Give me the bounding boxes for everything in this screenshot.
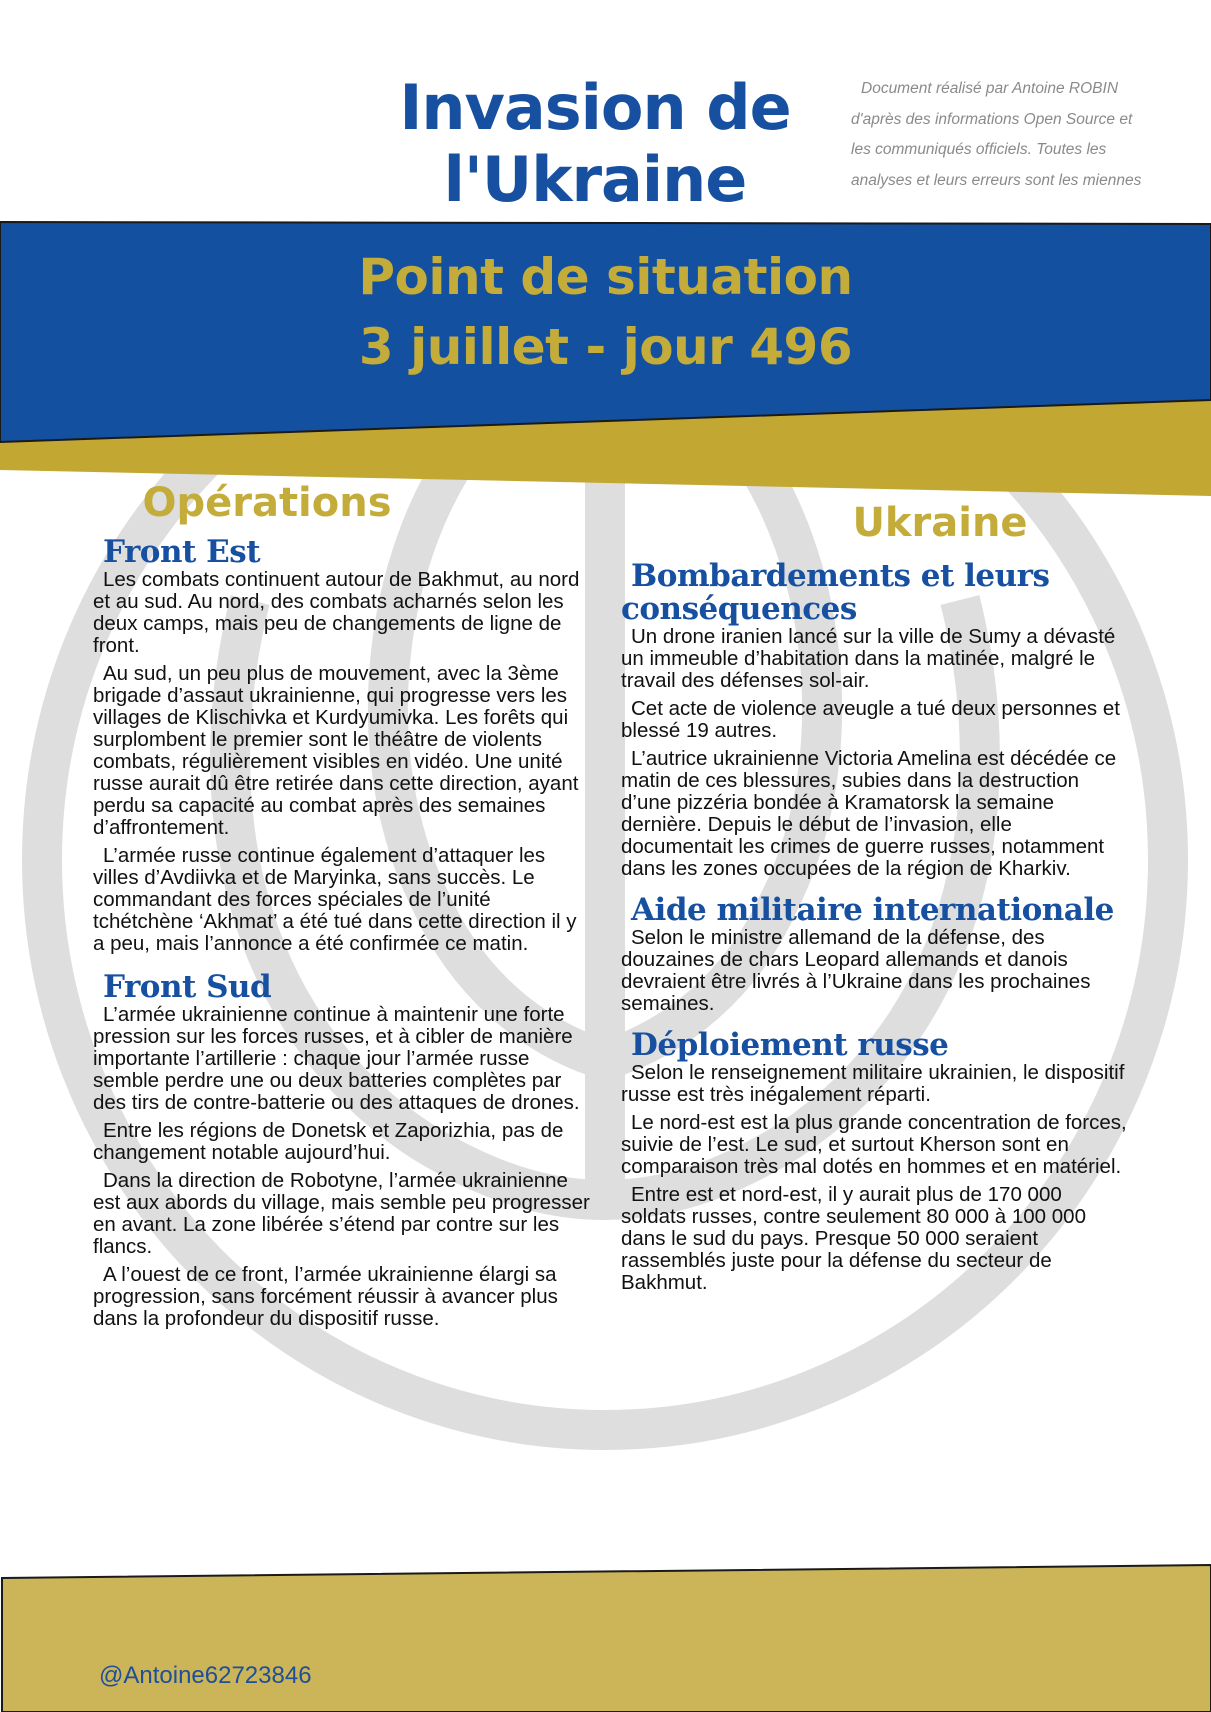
bombardements-heading-line-1: Bombardements et leurs [631, 558, 1050, 594]
deploiement-heading: Déploiement russe [631, 1027, 949, 1063]
title-line-1: Invasion de [399, 71, 791, 144]
aide-militaire-heading: Aide militaire internationale [631, 892, 1114, 928]
bombardements-paragraph: Cet acte de violence aveugle a tué deux personnes et blessé 19 autres. [621, 697, 1120, 742]
front-sud-paragraph: A l’ouest de ce front, l’armée ukrainienne élargi sa progression, sans forcément réussir à avancer plus dans la profondeur du dispositif russe. [93, 1263, 558, 1330]
front-sud-paragraph: Entre les régions de Donetsk et Zaporizhia, pas de changement notable aujourd’hui. [93, 1119, 564, 1164]
title-line-2: l'Ukraine [443, 143, 747, 216]
operations-heading: Opérations [142, 480, 392, 526]
bombardements-heading [621, 560, 1129, 626]
ukraine-column [621, 500, 1129, 1300]
author-credit: Document réalisé par Antoine ROBIN d'après des informations Open Source et les communiqués officiels. Toutes les analyses et leurs erreurs sont les miennes [851, 80, 1142, 189]
banner-date: 3 juillet - jour 496 [358, 318, 853, 376]
aide-militaire-paragraph: Selon le ministre allemand de la défense, des douzaines de chars Leopard allemands et danois devraient être livrés à l’Ukraine dans les prochaines semaines. [621, 926, 1091, 1015]
deploiement-paragraph: Entre est et nord-est, il y aurait plus de 170 000 soldats russes, contre seulement 80 000 à 100 000 dans le sud du pays. Presque 50 000 seraient rassemblés juste pour la défense du secteur de Bakhmut. [621, 1183, 1086, 1294]
bombardements-paragraph: Un drone iranien lancé sur la ville de Sumy a dévasté un immeuble d’habitation dans la matinée, malgré le travail des défenses sol-air. [621, 625, 1116, 692]
front-est-heading: Front Est [103, 534, 261, 570]
front-sud-heading: Front Sud [103, 969, 272, 1005]
twitter-handle: @Antoine62723846 [99, 1662, 312, 1689]
banner-title: Point de situation [358, 248, 853, 306]
deploiement-paragraph: Selon le renseignement militaire ukrainien, le dispositif russe est très inégalement réparti. [621, 1061, 1125, 1106]
bombardements-heading-line-2: conséquences [621, 591, 857, 627]
ukraine-heading: Ukraine [852, 500, 1028, 546]
front-sud-paragraph: Dans la direction de Robotyne, l’armée ukrainienne est aux abords du village, mais semble peu progresser en avant. La zone libérée s’étend par contre sur les flancs. [93, 1169, 590, 1258]
front-sud-paragraph: L’armée ukrainienne continue à maintenir une forte pression sur les forces russes, et à cibler de manière importante l’artillerie : chaque jour l’armée russe semble perdre une ou deux batteries complètes par des tirs de contre-batterie ou des attaques de drones. [93, 1003, 580, 1114]
bombardements-paragraph: L’autrice ukrainienne Victoria Amelina est décédée ce matin de ces blessures, subies dans la destruction d’une pizzéria bondée à Kramatorsk la semaine dernière. Depuis le début de l’invasion, elle documentait les crimes de guerre russes, notamment dans les zones occupées de la région de Kharkiv. [621, 747, 1117, 880]
operations-column [93, 480, 591, 1336]
deploiement-paragraph: Le nord-est est la plus grande concentration de forces, suivie de l’est. Le sud, et surtout Kherson sont en comparaison très mal dotés en hommes et en matériel. [621, 1111, 1127, 1178]
front-est-paragraph: Au sud, un peu plus de mouvement, avec la 3ème brigade d’assaut ukrainienne, qui progresse vers les villages de Klischivka et Kurdyumivka. Les forêts qui surplombent le premier sont le théâtre de violents combats, régulièrement visibles en vidéo. Une unité russe aurait dû être retirée dans cette direction, ayant perdu sa capacité au combat après des semaines d’affrontement. [93, 662, 579, 839]
front-est-paragraph: Les combats continuent autour de Bakhmut, au nord et au sud. Au nord, des combats acharnés selon les deux camps, mais peu de changements de ligne de front. [93, 568, 580, 657]
front-est-paragraph: L’armée russe continue également d’attaquer les villes d’Avdiivka et de Maryinka, sans succès. Le commandant des forces spéciales de l’unité tchétchène ‘Akhmat’ a été tué dans cette direction il y a peu, mais l’annonce a été confirmée ce matin. [93, 844, 577, 955]
page-title [390, 72, 800, 216]
